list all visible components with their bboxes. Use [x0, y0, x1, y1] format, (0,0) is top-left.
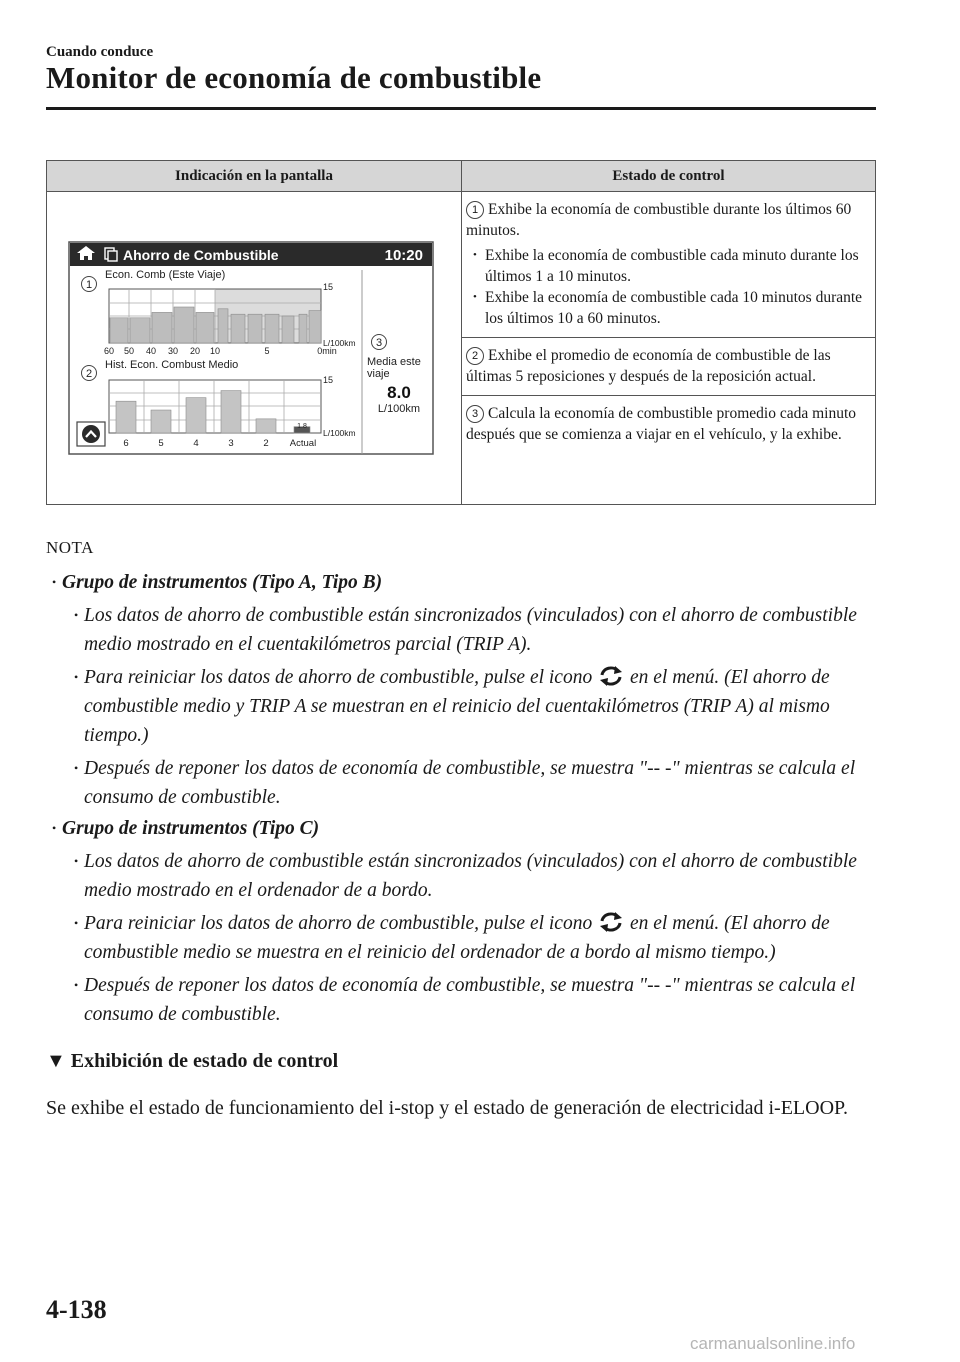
- panel1-bar: [309, 311, 321, 343]
- panel2-label: Hist. Econ. Combust Medio: [105, 359, 239, 371]
- note-group-a-item-1: • Los datos de ahorro de combustible están sincronizados (vinculados) con el ahorro de combustible medio mostrado en el cuentakilómetros parcial (TRIP A).: [46, 601, 876, 659]
- panel1-ymax: 15: [323, 282, 334, 292]
- control-table: [46, 160, 876, 505]
- panel1-label: Econ. Comb (Este Viaje): [105, 269, 226, 281]
- description-1-bullet-1: • Exhibe la economía de combustible cada minuto durante los últimos 1 a 10 minutos.: [466, 245, 869, 287]
- description-2: [462, 337, 875, 395]
- panel1-bar: [152, 312, 172, 343]
- panel1-xtick: 60: [103, 346, 115, 356]
- panel3-value: 8.0: [387, 383, 411, 402]
- number-badge-3: 3: [466, 405, 484, 423]
- triangle-marker-icon: ▼: [46, 1050, 66, 1072]
- title-rule: [46, 107, 876, 110]
- panel2-xtick: 4: [193, 438, 199, 449]
- fuel-economy-screen: [47, 192, 459, 504]
- note-group-a-title: • Grupo de instrumentos (Tipo A, Tipo B): [46, 568, 876, 597]
- panel2-unit: L/100km: [323, 428, 356, 438]
- description-3-text: Calcula la economía de combustible promedio cada minuto después que se comienza a viajar en el vehículo, y la exhibe.: [466, 405, 857, 443]
- panel2-xtick: 6: [123, 438, 129, 449]
- table-row: [47, 192, 876, 505]
- header-display: Indicación en la pantalla: [47, 161, 462, 192]
- panel1-unit: L/100km: [323, 338, 356, 348]
- panel2-xtick: 2: [263, 438, 269, 449]
- description-2-text: Exhibe el promedio de economía de combustible de las últimas 5 reposiciones y después de la reposición actual.: [466, 347, 831, 385]
- panel3-unit: L/100km: [377, 403, 421, 415]
- panel1-bar: [130, 318, 150, 343]
- panel2-ymax: 15: [323, 375, 334, 385]
- panel1-bar: [248, 314, 262, 343]
- description-1: [462, 192, 875, 337]
- panel1-xtick: 5: [264, 346, 270, 356]
- panel2-xtick: 5: [158, 438, 164, 449]
- panel1-bar: [196, 312, 214, 343]
- note-block: [46, 533, 876, 1029]
- callout-3: [372, 335, 387, 350]
- up-button[interactable]: [77, 422, 105, 446]
- section-heading-text: Exhibición de estado de control: [70, 1050, 339, 1072]
- callout-1: [82, 277, 97, 292]
- description-1-text: Exhibe la economía de combustible durante los últimos 60 minutos.: [466, 201, 852, 239]
- note-group-c-item-2: [46, 909, 876, 967]
- panel1-xtick: 30: [167, 346, 179, 356]
- panel2-bar: [151, 410, 171, 433]
- section-label: Cuando conduce: [46, 44, 154, 60]
- panel2-current-value: 1.8: [297, 423, 307, 430]
- panel1-xtick: 0min: [317, 346, 337, 356]
- description-3: [462, 395, 875, 453]
- section-paragraph: Se exhibe el estado de funcionamiento del i-stop y el estado de generación de electricidad i-ELOOP.: [46, 1097, 848, 1119]
- panel2-bar: [221, 391, 241, 433]
- panel1-xtick: 50: [123, 346, 135, 356]
- table-header-row: [47, 161, 876, 192]
- panel1-xtick: 20: [189, 346, 201, 356]
- page-title: Monitor de economía de combustible: [46, 60, 542, 95]
- panel1-bar: [174, 307, 194, 343]
- panel1-bar: [231, 314, 245, 343]
- panel1-bar: [299, 314, 307, 343]
- panel1-bar: [282, 316, 294, 343]
- description-cell: [462, 192, 876, 505]
- panel2-bar: [256, 419, 276, 433]
- callout-2: [82, 366, 97, 381]
- panel2-xtick: Actual: [289, 438, 317, 449]
- watermark: carmanualsonline.info: [690, 1334, 856, 1353]
- panel1-bar: [110, 318, 128, 343]
- note-group-c-item-3: • Después de reponer los datos de economía de combustible, se muestra "-- -" mientras se calcula el consumo de combustible.: [46, 971, 876, 1029]
- note-group-c-item-2-end: en el menú. (El ahorro de combustible medio se muestra en el reinicio del ordenador de a bordo al mismo tiempo.): [84, 913, 830, 963]
- svg-text:2: 2: [85, 368, 93, 380]
- note-group-a-item-2-start: Para reiniciar los datos de ahorro de combustible, pulse el icono: [84, 667, 593, 688]
- panel2-bar: [186, 398, 206, 433]
- reset-icon: [597, 911, 625, 933]
- panel1-xtick: 10: [209, 346, 221, 356]
- note-group-a-item-2: [46, 663, 876, 750]
- section-heading: [46, 1050, 338, 1073]
- note-group-c-item-1: • Los datos de ahorro de combustible están sincronizados (vinculados) con el ahorro de combustible medio mostrado en el ordenador de a bordo.: [46, 847, 876, 905]
- note-group-c-title: • Grupo de instrumentos (Tipo C): [46, 814, 876, 843]
- page-number: 4-138: [46, 1295, 107, 1324]
- note-group-a-item-2-end: en el menú. (El ahorro de combustible medio y TRIP A se muestran en el reinicio del cuentakilómetros (TRIP A) al mismo tiempo.): [84, 667, 830, 746]
- number-badge-1: 1: [466, 201, 484, 219]
- panel2-bar: [116, 401, 136, 433]
- panel3-label-line1: Media este: [367, 356, 421, 368]
- panel2-xtick: 3: [228, 438, 234, 449]
- reset-icon: [597, 665, 625, 687]
- screen-title: Ahorro de Combustible: [123, 247, 279, 263]
- note-title: NOTA: [46, 538, 94, 557]
- svg-text:1: 1: [85, 279, 93, 291]
- header-control-state: Estado de control: [462, 161, 876, 192]
- screen-clock: 10:20: [384, 247, 423, 264]
- panel3-label-line2: viaje: [367, 368, 390, 380]
- svg-text:3: 3: [375, 337, 383, 349]
- note-group-a-item-3: • Después de reponer los datos de economía de combustible, se muestra "-- -" mientras se calcula el consumo de combustible.: [46, 754, 876, 812]
- screen-cell: [47, 192, 462, 505]
- note-group-c-item-2-start: Para reiniciar los datos de ahorro de combustible, pulse el icono: [84, 913, 593, 934]
- number-badge-2: 2: [466, 347, 484, 365]
- panel1-bar: [218, 309, 228, 343]
- panel1-bar: [265, 314, 279, 343]
- panel1-xtick: 40: [145, 346, 157, 356]
- description-1-bullet-2: • Exhibe la economía de combustible cada 10 minutos durante los últimos 10 a 60 minutos.: [466, 287, 869, 329]
